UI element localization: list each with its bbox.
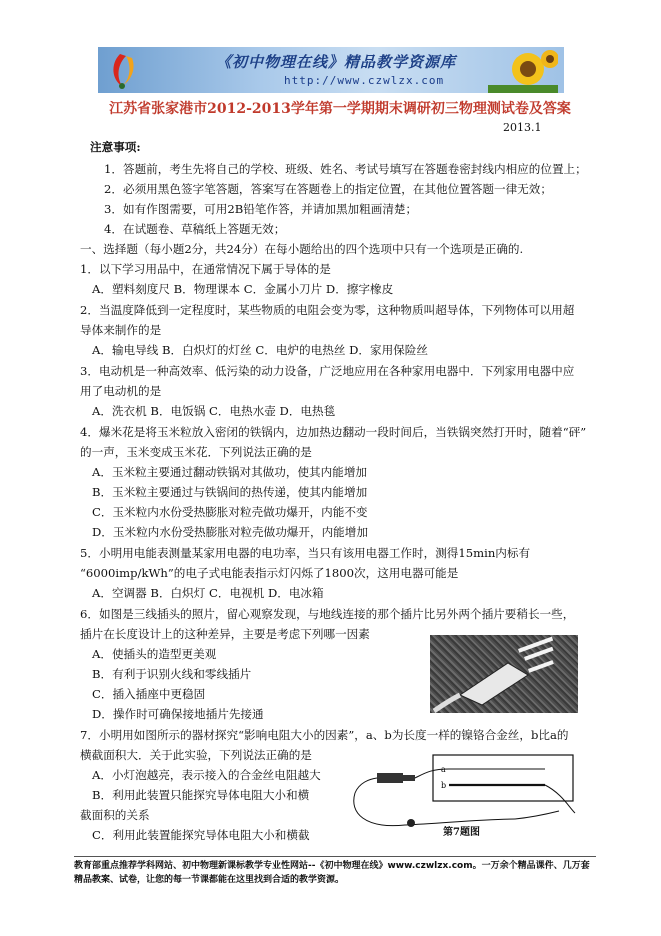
- text-line: 4．在试题卷、草稿纸上答题无效；: [104, 222, 286, 236]
- text-line: A．小灯泡越亮，表示接入的合金丝电阻越大: [92, 768, 321, 782]
- text-line: 4．爆米花是将玉米粒放入密闭的铁锅内，边加热边翻动一段时间后，当铁锅突然打开时，随着“砰”: [80, 425, 587, 439]
- text-line: 用了电动机的是: [80, 384, 162, 398]
- text-line: B．玉米粒主要通过与铁锅间的热传递，使其内能增加: [92, 485, 368, 499]
- text-line: 5．小明用电能表测量某家用电器的电功率，当只有该用电器工作时，测得15min内标有: [80, 546, 531, 560]
- text-line: C．利用此装置能探究导体电阻大小和横截: [92, 828, 310, 842]
- figure-7-caption: 第7题图: [443, 827, 480, 838]
- board-frame: [433, 755, 573, 801]
- text-line: 的一声，玉米变成玉米花．下列说法正确的是: [80, 445, 312, 459]
- text-line: C．玉米粒内水份受热膨胀对粒壳做功爆开，内能不变: [92, 505, 368, 519]
- plug-photo: [430, 635, 578, 713]
- text-line: 注意事项:: [90, 140, 141, 154]
- text-line: 3．电动机是一种高效率、低污染的动力设备，广泛地应用在各种家用电器中．下列家用电器中应: [80, 364, 575, 378]
- sunflower-icon: [488, 49, 558, 93]
- site-logo-icon: [102, 50, 142, 90]
- page-title: 江苏省张家港市2012-2013学年第一学期期末调研初三物理测试卷及答案: [109, 101, 571, 117]
- banner-url[interactable]: http://www.czwlzx.com: [284, 74, 445, 87]
- bulb-icon: [407, 819, 415, 827]
- text-line: B．有利于识别火线和零线插片: [92, 667, 252, 681]
- battery-icon: [377, 773, 403, 783]
- text-line: 一、选择题（每小题2分，共24分）在每小题给出的四个选项中只有一个选项是正确的.: [80, 242, 524, 256]
- text-line: 横截面积大．关于此实验，下列说法正确的是: [80, 748, 312, 762]
- text-line: A．塑料刻度尺 B．物理课本 C．金属小刀片 D．擦字橡皮: [92, 282, 394, 296]
- text-line: 导体来制作的是: [80, 323, 162, 337]
- wire-b-label: b: [441, 781, 447, 790]
- text-line: A．输电导线 B．白炽灯的灯丝 C．电炉的电热丝 D．家用保险丝: [92, 343, 428, 357]
- text-line: 插片在长度设计上的这种差异，主要是考虑下列哪一因素: [80, 627, 370, 641]
- text-line: 6．如图是三线插头的照片，留心观察发现，与地线连接的那个插片比另外两个插片要稍长一些，: [80, 607, 575, 621]
- exam-date: 2013.1: [503, 121, 542, 134]
- text-line: A．使插头的造型更美观: [92, 647, 217, 661]
- wire-a-label: a: [441, 765, 446, 774]
- text-line: D．玉米粒内水份受热膨胀对粒壳做功爆开，内能增加: [92, 525, 368, 539]
- page-footer: 教育部重点推荐学科网站、初中物理新课标教学专业性网站--《初中物理在线》www.czwlzx.com。一万余个精品课件、几万套精品教案、试卷，让您的每一节课都能在这里找到合适的教学资源。: [74, 856, 596, 887]
- text-line: “6000imp/kWh”的电子式电能表指示灯闪烁了1800次，这用电器可能是: [80, 566, 459, 580]
- text-line: A．空调器 B．白炽灯 C．电视机 D．电冰箱: [92, 586, 324, 600]
- text-line: 2．必须用黑色签字笔答题，答案写在答题卷上的指定位置，在其他位置答题一律无效；: [104, 182, 552, 196]
- text-line: 2．当温度降低到一定程度时，某些物质的电阻会变为零，这种物质叫超导体，下列物体可以用超: [80, 303, 575, 317]
- text-line: D．操作时可确保接地插片先接通: [92, 707, 264, 721]
- text-line: 截面积的关系: [80, 808, 150, 822]
- text-line: C．插入插座中更稳固: [92, 687, 206, 701]
- text-line: B．利用此装置只能探究导体电阻大小和横: [92, 788, 310, 802]
- banner-title: 《初中物理在线》精品教学资源库: [216, 53, 457, 71]
- site-banner: [98, 47, 564, 93]
- three-pin-plug-icon: [430, 635, 578, 713]
- text-line: A．玉米粒主要通过翻动铁锅对其做功，使其内能增加: [92, 465, 368, 479]
- text-line: 1．以下学习用品中，在通常情况下属于导体的是: [80, 262, 331, 276]
- text-line: 7．小明用如图所示的器材探究“影响电阻大小的因素”，a、b为长度一样的镍铬合金丝，b比a的: [80, 728, 569, 742]
- text-line: A．洗衣机 B．电饭锅 C．电热水壶 D．电热毯: [92, 404, 336, 418]
- text-line: 1．答题前，考生先将自己的学校、班级、姓名、考试号填写在答题卷密封线内相应的位置上；: [104, 162, 587, 176]
- text-line: 3．如有作图需要，可用2B铅笔作答，并请加黑加粗画清楚；: [104, 202, 418, 216]
